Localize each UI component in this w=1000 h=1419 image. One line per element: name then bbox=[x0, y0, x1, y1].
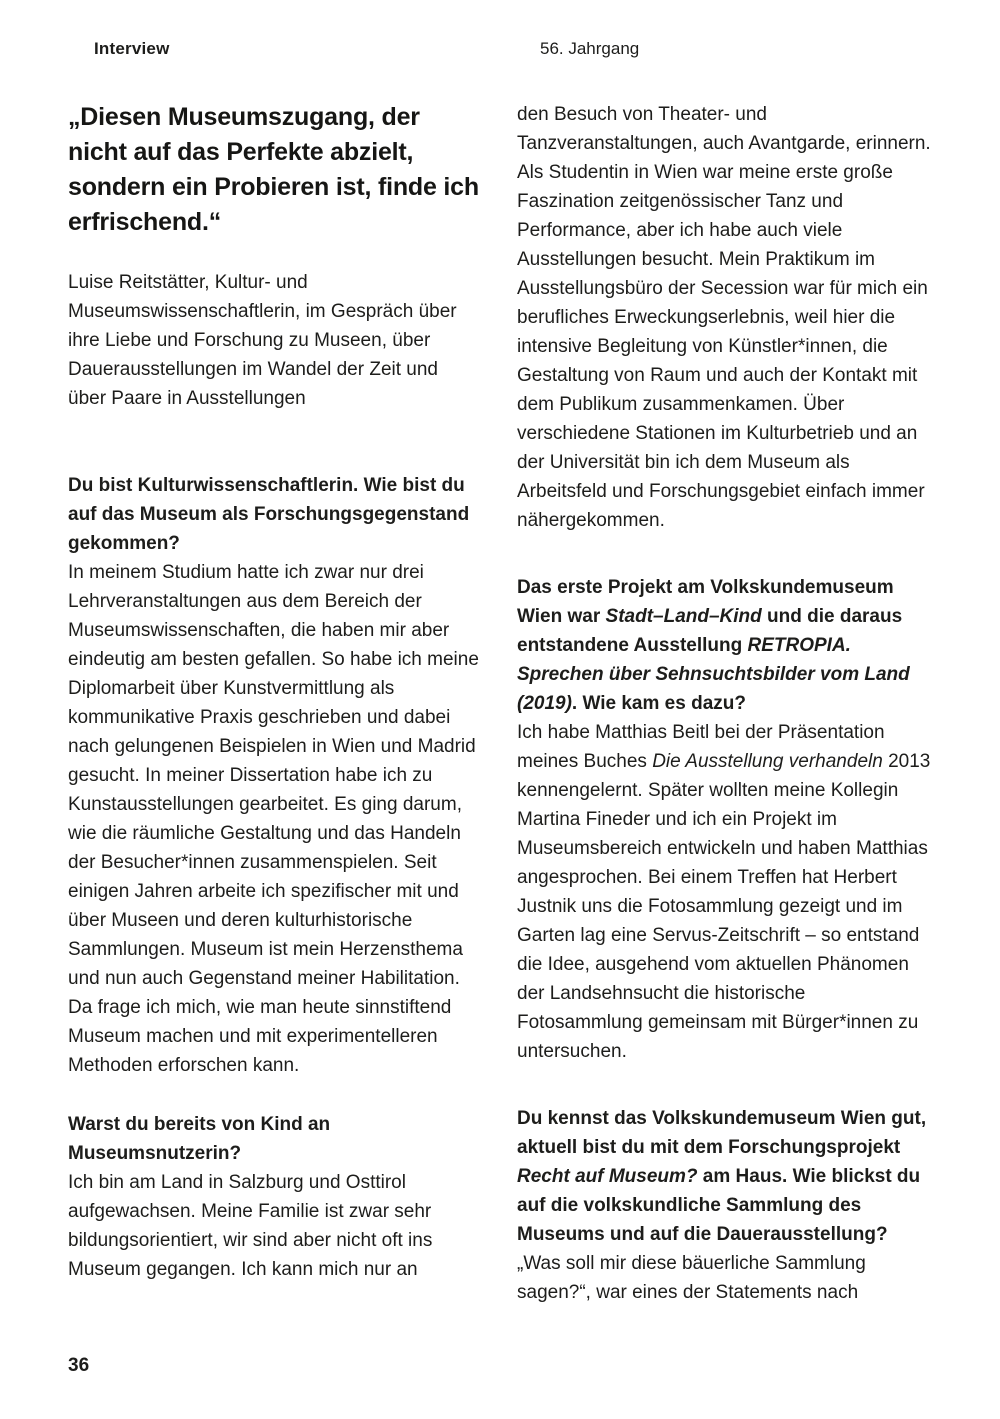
section-label: Interview bbox=[94, 39, 170, 58]
intro-paragraph: Luise Reitstätter, Kultur- und Museumswissenschaftlerin, im Gespräch über ihre Liebe und Forschung zu Museen, über Dauerausstellungen im Wandel der Zeit und über Paare in Ausstellungen bbox=[68, 272, 457, 409]
right-column bbox=[517, 100, 935, 1307]
answer-4: „Was soll mir diese bäuerliche Sammlung sagen?“, war eines der Statements nach bbox=[517, 1253, 866, 1303]
answer-1: In meinem Studium hatte ich zwar nur drei Lehrveranstaltungen aus dem Bereich der Museumswissenschaften, die haben mir aber eindeutig am besten gefallen. So habe ich meine Diplomarbeit über Kunstvermittlung als kommunikative Praxis geschrieben und dabei nach gelungenen Beispielen in Wien und Madrid gesucht. In meiner Dissertation habe ich zu Kunstausstellungen gearbeitet. Es ging darum, wie die räumliche Gestaltung und das Handeln der Besucher*innen zusammenspielen. Seit einigen Jahren arbeite ich spezifischer mit und über Museen und deren kulturhistorische Sammlungen. Museum ist mein Herzensthema und nun auch Gegenstand meiner Habilitation. Da frage ich mich, wie man heute sinnstiftend Museum machen und mit experimentelleren Methoden erforschen kann. bbox=[68, 562, 479, 1076]
question-3-exhibition-title: RETROPIA. Sprechen über Sehnsuchtsbilder vom Land (2019) bbox=[517, 635, 910, 714]
text-columns bbox=[68, 100, 935, 1307]
answer-3 bbox=[517, 718, 935, 1066]
answer-3-book-title: Die Ausstellung verhandeln bbox=[652, 751, 883, 772]
question-3-text-1: Das erste Projekt am Volkskundemuseum Wien war bbox=[517, 577, 894, 627]
answer-2: Ich bin am Land in Salzburg und Osttirol aufgewachsen. Meine Familie ist zwar sehr bildungsorientiert, wir sind aber nicht oft ins Museum gegangen. Ich kann mich nur an bbox=[68, 1172, 433, 1280]
question-4-project-title: Recht auf Museum? bbox=[517, 1166, 698, 1187]
page-header bbox=[68, 38, 935, 60]
left-column bbox=[68, 100, 480, 1307]
question-2: Warst du bereits von Kind an Museumsnutzerin? bbox=[68, 1114, 331, 1164]
question-3 bbox=[517, 573, 935, 718]
question-3-text-2: und die daraus entstandene Ausstellung bbox=[517, 606, 903, 656]
question-3-text-3: . Wie kam es dazu? bbox=[571, 693, 746, 714]
answer-3-text-1: Ich habe Matthias Beitl bei der Präsentation meines Buches bbox=[517, 722, 885, 772]
question-3-project-title: Stadt–Land–Kind bbox=[605, 606, 762, 627]
answer-2-continuation: den Besuch von Theater- und Tanzveranstaltungen, auch Avantgarde, erinnern. Als Studentin in Wien war meine erste große Faszination zeitgenössischer Tanz und Performance, aber ich habe auch viele Ausstellungen besucht. Mein Praktikum im Ausstellungsbüro der Secession war für mich ein berufliches Erweckungserlebnis, weil hier die intensive Begleitung von Künstler*innen, die Gestaltung von Raum und auch der Kontakt mit dem Publikum zusammenkamen. Über verschiedene Stationen im Kulturbetrieb und an der Universität bin ich dem Museum als Arbeitsfeld und Forschungsgebiet einfach immer nähergekommen. bbox=[517, 104, 931, 531]
page-number: 36 bbox=[68, 1355, 90, 1376]
answer-3-text-2: 2013 kennengelernt. Später wollten meine Kollegin Martina Fineder und ich ein Projekt im Museumsbereich entwickeln und haben Matthias angesprochen. Bei einem Treffen hat Herbert Justnik uns die Fotosammlung gezeigt und im Garten lag eine Servus-Zeitschrift – so entstand die Idee, ausgehend vom aktuellen Phänomen der Landsehnsucht die historische Fotosammlung gemeinsam mit Bürger*innen zu untersuchen. bbox=[517, 751, 931, 1062]
question-4-text-1: Du kennst das Volkskundemuseum Wien gut, aktuell bist du mit dem Forschungsprojekt bbox=[517, 1108, 927, 1158]
pull-quote-headline: „Diesen Museumszugang, der nicht auf das Perfekte abzielt, sondern ein Probieren ist, finde ich erfrischend.“ bbox=[68, 103, 479, 236]
question-4 bbox=[517, 1104, 935, 1249]
question-1: Du bist Kulturwissenschaftlerin. Wie bist du auf das Museum als Forschungsgegenstand gekommen? bbox=[68, 475, 470, 554]
volume-label: 56. Jahrgang bbox=[540, 39, 640, 58]
page-footer bbox=[68, 1355, 89, 1377]
question-4-text-2: am Haus. Wie blickst du auf die volkskundliche Sammlung des Museums und auf die Dauerausstellung? bbox=[517, 1166, 921, 1245]
